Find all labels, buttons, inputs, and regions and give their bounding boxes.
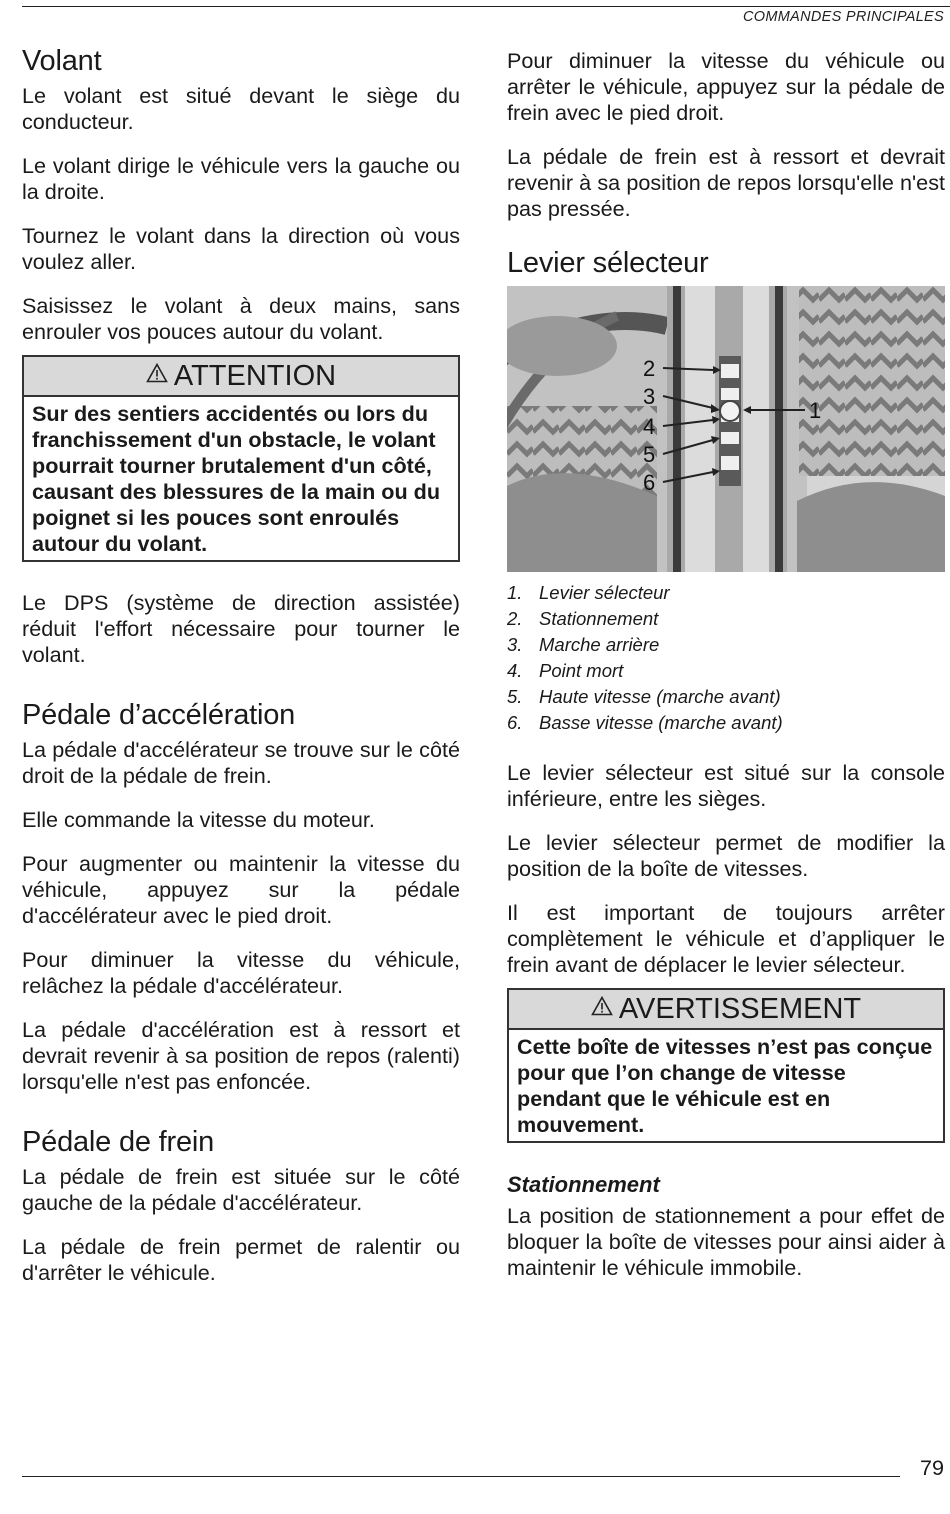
legend-item: 4. Point mort: [507, 660, 624, 681]
callout-6: 6: [643, 470, 656, 495]
running-head: COMMANDES PRINCIPALES: [742, 9, 944, 25]
attention-header: [24, 357, 458, 397]
attention-box: [22, 355, 460, 562]
paragraph: Le levier sélecteur permet de modifier la position de la boîte de vitesses.: [507, 830, 945, 881]
paragraph: Le volant dirige le véhicule vers la gauche ou la droite.: [22, 153, 460, 204]
paragraph: Pour augmenter ou maintenir la vitesse du véhicule, appuyez sur la pédale d'accélérateur avec le pied droit.: [22, 851, 460, 928]
legend-item: 5. Haute vitesse (marche avant): [507, 686, 781, 707]
paragraph: La position de stationnement a pour effet de bloquer la boîte de vitesses pour ainsi aider à maintenir le véhicule immobile.: [507, 1203, 945, 1280]
paragraph: Il est important de toujours arrêter complètement le véhicule et d’appliquer le frein avant de déplacer le levier sélecteur.: [507, 900, 945, 977]
gear-selector-photo: [507, 286, 945, 572]
paragraph: La pédale d'accélération est à ressort et devrait revenir à sa position de repos (ralenti) lorsqu'elle n'est pas enfoncée.: [22, 1017, 460, 1094]
paragraph: Saisissez le volant à deux mains, sans enrouler vos pouces autour du volant.: [22, 293, 460, 344]
attention-label: ATTENTION: [173, 360, 337, 392]
top-rule: [22, 6, 950, 7]
heading-volant: Volant: [22, 45, 102, 77]
paragraph: La pédale de frein est à ressort et devrait revenir à sa position de repos lorsqu'elle n'est pas pressée.: [507, 144, 945, 221]
warning-triangle-icon: [591, 988, 613, 1026]
paragraph: La pédale de frein permet de ralentir ou d'arrêter le véhicule.: [22, 1234, 460, 1285]
paragraph-dps: Le DPS (système de direction assistée) réduit l'effort nécessaire pour tourner le volant.: [22, 590, 460, 667]
avertissement-text: Cette boîte de vitesses n’est pas conçue pour que l’on change de vitesse pendant que le véhicule est en mouvement.: [517, 1034, 933, 1137]
heading-acceleration: Pédale d’accélération: [22, 699, 296, 731]
legend-item: 2. Stationnement: [507, 608, 659, 629]
left-column: [22, 44, 460, 1304]
avertissement-header: [509, 990, 943, 1030]
callout-1: 1: [809, 398, 822, 423]
callout-3: 3: [643, 384, 656, 409]
callout-5: 5: [643, 442, 656, 467]
heading-frein: Pédale de frein: [22, 1126, 215, 1158]
paragraph: La pédale de frein est située sur le côté gauche de la pédale d'accélérateur.: [22, 1164, 460, 1215]
heading-stationnement: Stationnement: [507, 1172, 660, 1197]
warning-triangle-icon: [146, 355, 168, 393]
bottom-rule: [22, 1476, 900, 1477]
legend-item: 6. Basse vitesse (marche avant): [507, 712, 783, 733]
figure-legend: [507, 580, 945, 736]
paragraph: Le volant est situé devant le siège du conducteur.: [22, 83, 460, 134]
paragraph: Le levier sélecteur est situé sur la console inférieure, entre les sièges.: [507, 760, 945, 811]
paragraph: Pour diminuer la vitesse du véhicule ou arrêter le véhicule, appuyez sur la pédale de frein avec le pied droit.: [507, 48, 945, 125]
right-column: [507, 48, 945, 1299]
paragraph: Elle commande la vitesse du moteur.: [22, 807, 375, 832]
legend-item: 3. Marche arrière: [507, 634, 660, 655]
avertissement-box: [507, 988, 945, 1143]
callout-2: 2: [643, 356, 656, 381]
paragraph: Tournez le volant dans la direction où vous voulez aller.: [22, 223, 460, 274]
callout-4: 4: [643, 414, 656, 439]
legend-item: 1. Levier sélecteur: [507, 582, 670, 603]
attention-text: Sur des sentiers accidentés ou lors du franchissement d'un obstacle, le volant pourrait tourner brutalement d'un côté, causant des blessures de la main ou du poignet si les pouces sont enroulés autour du volant.: [32, 401, 441, 556]
heading-levier: Levier sélecteur: [507, 247, 709, 279]
paragraph: Pour diminuer la vitesse du véhicule, relâchez la pédale d'accélérateur.: [22, 947, 460, 998]
page-number: 79: [919, 1455, 944, 1480]
paragraph: La pédale d'accélérateur se trouve sur le côté droit de la pédale de frein.: [22, 737, 460, 788]
avertissement-label: AVERTISSEMENT: [618, 993, 862, 1025]
